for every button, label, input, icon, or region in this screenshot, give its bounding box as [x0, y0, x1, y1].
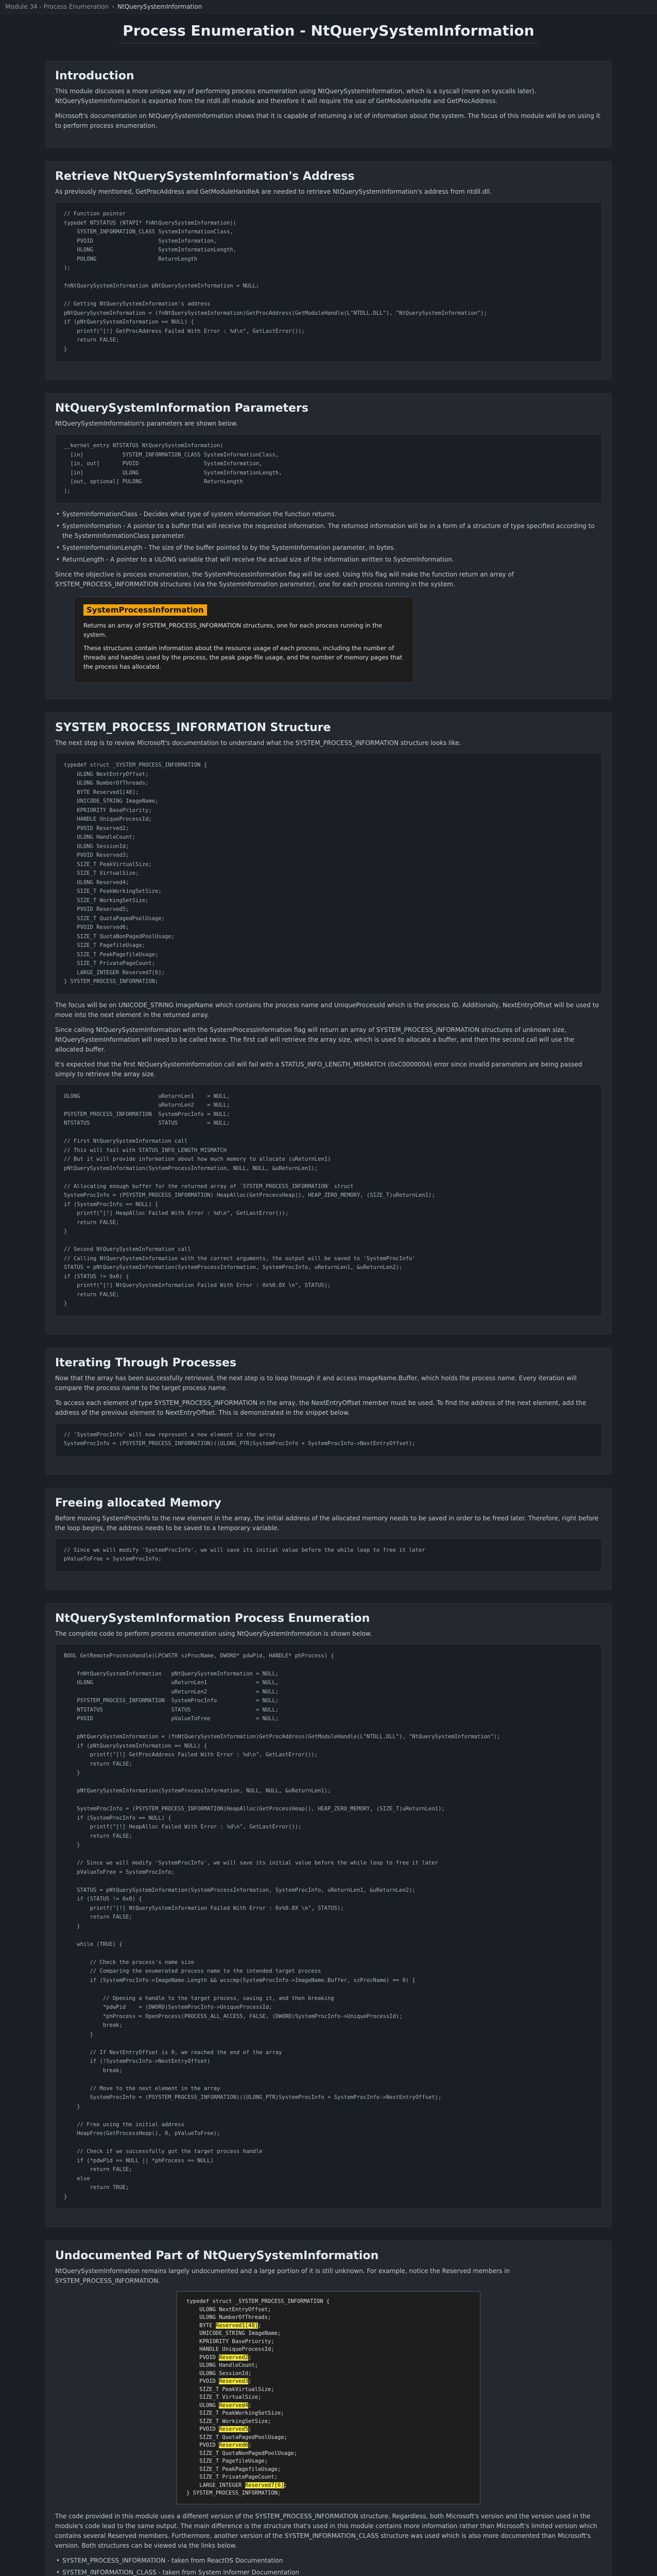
paragraph: Since calling NtQuerySystemInformation with the SystemProcessInformation flag will return an array of SYSTEM_PROCESS_INFORMATION structures of unknown size, NtQuerySystemInformation will need to be called twice. The first call will retrieve the array size, which is used to allocate a buffer, and then the second call will use the allocated buffer. [55, 1026, 574, 1053]
section-iterating [45, 1348, 612, 1475]
section-heading: Iterating Through Processes [55, 1356, 237, 1369]
paragraph: The code provided in this module uses a different version of the SYSTEM_PROCESS_INFORMATION structure. Regardless, both Microsoft's version and the version used in the module's code lead to the same output. The main difference is the structure that's used in this module contains more information rather than Microsoft's limited version which contains several Reserved members. Furthermore, another version of the SYSTEM_INFORMATION_CLASS structure was used which is also more documented than Microsoft's version. Both structures can be viewed via the links below. [55, 2512, 597, 2549]
section-parameters [45, 393, 612, 699]
list-item: • SystemInformationClass - Decides what type of system information the function returns. [55, 510, 602, 519]
paragraph: This module discusses a more unique way of performing process enumeration using NtQuerySystemInformation, which is a syscall (more on syscalls later). NtQuerySystemInformation is exported from the ntdll.dll module and therefore it will require the use of GetModuleHandle and GetProcAddress. [55, 88, 537, 105]
paragraph: It's expected that the first NtQuerySystemInformation call will fail with a STATUS_INFO_LENGTH_MISMATCH (0xC0000004) error since invalid parameters are being passed simply to retrieve the array size. [55, 1060, 582, 1078]
page-title: Process Enumeration - NtQuerySystemInformation [123, 22, 534, 39]
code-block[interactable]: typedef struct _SYSTEM_PROCESS_INFORMATION { ULONG NextEntryOffset; ULONG NumberOfThreads; BYTE Reserved1[48]; UNICODE_STRING ImageName; KPRIORITY BasePriority; HANDLE UniqueProcessId; PVOID Reserved2; ULONG HandleCount; ULONG SessionId; PVOID Reserved3; SIZE_T PeakVirtualSize; SIZE_T VirtualSize; ULONG Reserved4; SIZE_T PeakWorkingSetSize; SIZE_T WorkingSetSize; PVOID Reserved5; SIZE_T QuotaPagedPoolUsage; PVOID Reserved6; SIZE_T QuotaNonPagedPoolUsage; SIZE_T PagefileUsage; SIZE_T PeakPagefileUsage; SIZE_T PrivatePageCount; LARGE_INTEGER Reserved7[6]; } SYSTEM_PROCESS_INFORMATION; [55, 753, 602, 994]
code-block[interactable]: __kernel_entry NTSTATUS NtQuerySystemInformation( [in] SYSTEM_INFORMATION_CLASS SystemInformationClass, [in, out] PVOID SystemInformation, [in] ULONG SystemInformationLength, [out, optional] PULONG ReturnLength ); [55, 434, 602, 503]
section-heading: Freeing allocated Memory [55, 1496, 221, 1510]
page-header [0, 13, 657, 47]
paragraph: As previously mentioned, GetProcAddress and GetModuleHandleA are needed to retrieve NtQuerySystemInformation's address from ntdll.dll. [55, 188, 492, 195]
paragraph: Since the objective is process enumeration, the SystemProcessInformation flag will be used. Using this flag will make the function return an array of SYSTEM_PROCESS_INFORMATION structures (via the SystemInformation parameter), one for each process running in the system. [55, 571, 514, 588]
section-retrieve-address [45, 161, 612, 380]
list-item: • SystemInformationLength - The size of the buffer pointed to by the SystemInformation parameter, in bytes. [55, 543, 602, 553]
code-block[interactable]: BOOL GetRemoteProcessHandle(LPCWSTR szProcName, DWORD* pdwPid, HANDLE* phProcess) { fnNtQuerySystemInformation pNtQuerySystemInformation = NULL; ULONG uReturnLen1 = NULL, uReturnLen2 = NULL; PSYSTEM_PROCESS_INFORMATION SystemProcInfo = NULL; NTSTATUS STATUS = NULL; PVOID pValueToFree = NULL; pNtQuerySystemInformation = (fnNtQuerySystemInformation)GetProcAddress(GetModuleHandle(L"NTDLL.DLL"), "NtQuerySystemInformation"); if (pNtQuerySystemInformation == NULL) { printf("[!] GetProcAddress Failed With Error : %d\n", GetLastError()); return FALSE; } pNtQuerySystemInformation(SystemProcessInformation, NULL, NULL, &uReturnLen1); SystemProcInfo = (PSYSTEM_PROCESS_INFORMATION)HeapAlloc(GetProcessHeap(), HEAP_ZERO_MEMORY, (SIZE_T)uReturnLen1); if (SystemProcInfo == NULL) { printf("[!] HeapAlloc Failed With Error : %d\n", GetLastError()); return FALSE; } // Since we will modify 'SystemProcInfo', we will save its initial value before the while loop to free it later pValueToFree = SystemProcInfo; STATUS = pNtQuerySystemInformation(SystemProcessInformation, SystemProcInfo, uReturnLen1, &uReturnLen2); if (STATUS != 0x0) { printf("[!] NtQuerySystemInformation Failed With Error : 0x%0.8X \n", STATUS); return FALSE; } while (TRUE) { // Check the process's name size // Comparing the enumerated process name to the intended target process if (SystemProcInfo->ImageName.Length && wcscmp(SystemProcInfo->ImageName.Buffer, szProcName) == 0) { // Opening a handle to the target process, saving it, and then breaking *pdwPid = (DWORD)SystemProcInfo->UniqueProcessId; *phProcess = OpenProcess(PROCESS_ALL_ACCESS, FALSE, (DWORD)SystemProcInfo->UniqueProcessId); break; } // If NextEntryOffset is 0, we reached the end of the array if (!SystemProcInfo->NextEntryOffset) break; // Move to the next element in the array SystemProcInfo = (PSYSTEM_PROCESS_INFORMATION)((ULONG_PTR)SystemProcInfo + SystemProcInfo->NextEntryOffset); } // Free using the initial address HeapFree(GetProcessHeap(), 0, pValueToFree); // Check if we successfully got the target process handle if (*pdwPid == NULL || *phProcess == NULL) return FALSE; else return TRUE; } [55, 1644, 602, 2210]
structure-code: typedef struct _SYSTEM_PROCESS_INFORMATION { ULONG NextEntryOffset; ULONG NumberOfThreads; BYTE Reserved1[48]; UNICODE_STRING ImageName; KPRIORITY BasePriority; HANDLE UniqueProcessId; PVOID Reserved2; ULONG HandleCount; ULONG SessionId; PVOID Reserved3; SIZE_T PeakVirtualSize; SIZE_T VirtualSize; ULONG Reserved4; SIZE_T PeakWorkingSetSize; SIZE_T WorkingSetSize; PVOID Reserved5; SIZE_T QuotaPagedPoolUsage; PVOID Reserved6; SIZE_T QuotaNonPagedPoolUsage; SIZE_T PagefileUsage; SIZE_T PeakPagefileUsage; SIZE_T PrivatePageCount; LARGE_INTEGER Reserved7[6]; } SYSTEM_PROCESS_INFORMATION; [186, 2298, 330, 2496]
structure-screenshot [55, 2291, 602, 2504]
paragraph: Now that the array has been successfully retrieved, the next step is to loop through it and access ImageName.Buffer, which holds the process name. Every iteration will compare the process name to the target process name. [55, 1374, 577, 1392]
list-item: • SystemInformation - A pointer to a buffer that will receive the requested information. The returned information will be in a form of a structure of type specified according to the SystemInformationClass parameter. [55, 521, 602, 541]
section-heading: Retrieve NtQuerySystemInformation's Address [55, 170, 355, 183]
section-heading: SYSTEM_PROCESS_INFORMATION Structure [55, 721, 331, 734]
paragraph: To access each element of type SYSTEM_PROCESS_INFORMATION in the array, the NextEntryOffset member must be used. To find the address of the next element, add the address of the previous element to NextEntryOffset. This is demonstrated in the snippet below. [55, 1399, 586, 1416]
reserved-highlight: Reserved6 [219, 2442, 249, 2448]
section-spi-structure [45, 713, 612, 1334]
reference-link[interactable]: • SYSTEM_PROCESS_INFORMATION - taken from ReactOS Documentation [55, 2556, 602, 2566]
section-heading: NtQuerySystemInformation Process Enumeration [55, 1612, 370, 1625]
doc-text: These structures contain information about the resource usage of each process, including the number of threads and handles used by the process, the peak page-file usage, and the number of memory pages that the process has allocated. [83, 645, 403, 670]
code-block[interactable]: // Function pointer typedef NTSTATUS (NTAPI* fnNtQuerySystemInformation)( SYSTEM_INFORMATION_CLASS SystemInformationClass, PVOID SystemInformation, ULONG SystemInformationLength, PULONG ReturnLength ); fnNtQuerySystemInformation pNtQuerySystemInformation = NULL; // Getting NtQuerySystemInformation's address pNtQuerySystemInformation = (fnNtQuerySystemInformation)GetProcAddress(GetModuleHandle(L"NTDLL.DLL"), "NtQuerySystemInformation"); if (pNtQuerySystemInformation == NULL) { printf("[!] GetProcAddress Failed With Error : %d\n", GetLastError()); return FALSE; } [55, 202, 602, 362]
parameter-list [55, 510, 602, 565]
reserved-highlight: Reserved2 [219, 2354, 249, 2361]
section-freeing-memory [45, 1488, 612, 1590]
doc-header: SystemProcessInformation [83, 604, 207, 616]
code-block[interactable]: ULONG uReturnLen1 = NULL, uReturnLen2 = NULL; PSYSTEM_PROCESS_INFORMATION SystemProcInfo = NULL; NTSTATUS STATUS = NULL; // First NtQuerySystemInformation call // This will fail with STATUS_INFO_LENGTH_MISMATCH // But it will provide information about how much memory to allocate (uReturnLen1) pNtQuerySystemInformation(SystemProcessInformation, NULL, NULL, &uReturnLen1); // Allocating enough buffer for the returned array of `SYSTEM_PROCESS_INFORMATION` struct SystemProcInfo = (PSYSTEM_PROCESS_INFORMATION) HeapAlloc(GetProcessHeap(), HEAP_ZERO_MEMORY, (SIZE_T)uReturnLen1); if (SystemProcInfo == NULL) { printf("[!] HeapAlloc Failed With Error : %d\n", GetLastError()); return FALSE; } // Second NtQuerySystemInformation call // Calling NtQuerySystemInformation with the correct arguments, the output will be saved to 'SystemProcInfo' STATUS = pNtQuerySystemInformation(SystemProcessInformation, SystemProcInfo, uReturnLen1, &uReturnLen2); if (STATUS != 0x0) { printf("[!] NtQuerySystemInformation Failed With Error : 0x%0.8X \n", STATUS); return FALSE; } [55, 1084, 602, 1316]
paragraph: NtQuerySystemInformation's parameters are shown below. [55, 420, 238, 427]
reserved-highlight: Reserved3 [219, 2378, 249, 2384]
reserved-highlight: Reserved5 [219, 2426, 249, 2432]
reserved-highlight: Reserved7[6] [245, 2482, 284, 2488]
reserved-highlight: Reserved1[48] [215, 2322, 258, 2329]
breadcrumb-current: NtQuerySystemInformation [117, 3, 202, 10]
documentation-screenshot [74, 597, 413, 683]
paragraph: The focus will be on UNICODE_STRING ImageName which contains the process name and UniqueProcessId which is the process ID. Additionally, NextEntryOffset will be used to move into the next element in the returned array. [55, 1001, 599, 1019]
breadcrumb-separator: › [112, 3, 114, 10]
reserved-highlight: Reserved4 [219, 2402, 249, 2409]
section-undocumented [45, 2241, 612, 2576]
paragraph: Before moving SystemProcInfo to the new element in the array, the initial address of the allocated memory needs to be saved in order to be freed later. Therefore, right before the loop begins, the address needs to be saved to a temporary variable. [55, 1514, 599, 1532]
paragraph: Microsoft's documentation on NtQuerySystemInformation shows that it is capable of returning a lot of information about the system. The focus of this module will be on using it to perform process enumeration. [55, 112, 600, 129]
reference-list [55, 2556, 602, 2576]
list-item: • ReturnLength - A pointer to a ULONG variable that will receive the actual size of the information written to SystemInformation. [55, 555, 602, 565]
paragraph: The next step is to review Microsoft's documentation to understand what the SYSTEM_PROCESS_INFORMATION structure looks like. [55, 739, 461, 747]
paragraph: The complete code to perform process enumeration using NtQuerySystemInformation is shown below. [55, 1630, 372, 1637]
section-process-enumeration [45, 1603, 612, 2228]
section-introduction [45, 61, 612, 148]
breadcrumb [0, 0, 657, 13]
paragraph: NtQuerySystemInformation remains largely undocumented and a large portion of it is still unknown. For example, notice the Reserved members in SYSTEM_PROCESS_INFORMATION. [55, 2267, 510, 2284]
doc-text: Returns an array of SYSTEM_PROCESS_INFORMATION structures, one for each process running in the system. [83, 622, 383, 638]
section-heading: NtQuerySystemInformation Parameters [55, 402, 308, 415]
screenshot-frame [177, 2291, 480, 2504]
section-heading: Introduction [55, 70, 134, 82]
breadcrumb-module[interactable]: Module 34 - Process Enumeration [5, 3, 109, 10]
section-heading: Undocumented Part of NtQuerySystemInformation [55, 2249, 379, 2262]
reference-link[interactable]: • SYSTEM_INFORMATION_CLASS - taken from System Informer Documentation [55, 2568, 602, 2576]
code-block[interactable]: // Since we will modify 'SystemProcInfo', we will save its initial value before the while loop to free it later pValueToFree = SystemProcInfo; [55, 1538, 602, 1572]
code-block[interactable]: // 'SystemProcInfo' will now represent a new element in the array SystemProcInfo = (PSYSTEM_PROCESS_INFORMATION)((ULONG_PTR)SystemProcInfo + SystemProcInfo->NextEntryOffset); [55, 1423, 602, 1456]
